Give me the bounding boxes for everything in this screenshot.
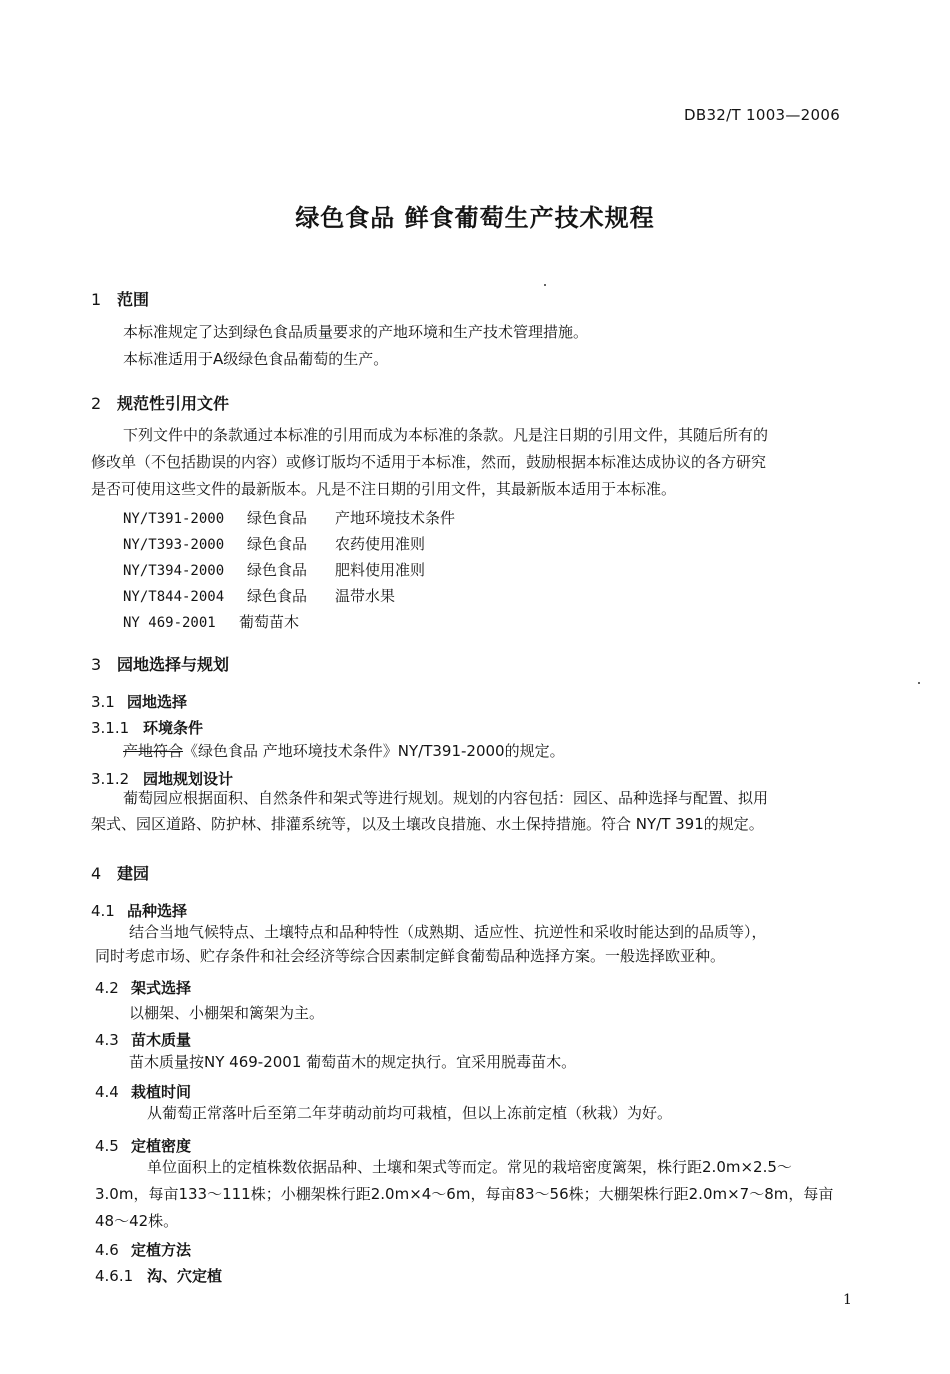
reference-title: 产地环境技术条件 bbox=[335, 509, 456, 527]
standard-code: DB32/T 1003—2006 bbox=[684, 106, 841, 124]
paragraph: 本标准规定了达到绿色食品质量要求的产地环境和生产技术管理措施。 bbox=[123, 323, 589, 341]
subsection-3-1-heading bbox=[91, 691, 187, 712]
reference-item bbox=[123, 507, 455, 528]
reference-item bbox=[123, 533, 425, 554]
subsection-4-3-heading bbox=[95, 1029, 191, 1050]
section-number: 4.2 bbox=[95, 979, 119, 997]
section-number: 1 bbox=[91, 290, 102, 309]
subsection-4-2-heading bbox=[95, 977, 191, 998]
paragraph-line: 下列文件中的条款通过本标准的引用而成为本标准的条款。凡是注日期的引用文件，其随后所有的 bbox=[123, 426, 769, 444]
reference-code: NY/T391-2000 bbox=[123, 511, 225, 527]
section-4-heading bbox=[91, 861, 149, 884]
section-title: 规范性引用文件 bbox=[117, 394, 230, 413]
section-3-heading bbox=[91, 652, 229, 675]
section-title: 苗木质量 bbox=[131, 1031, 192, 1049]
section-title: 园地选择 bbox=[127, 693, 188, 711]
paragraph-line: 结合当地气候特点、土壤特点和品种特性（成熟期、适应性、抗逆性和采收时能达到的品质等）， bbox=[129, 923, 767, 941]
section-title: 建园 bbox=[117, 864, 150, 883]
scan-speck bbox=[918, 682, 920, 684]
reference-code: NY 469-2001 bbox=[123, 615, 216, 631]
section-number: 3.1.1 bbox=[91, 719, 130, 737]
section-title: 园地规划设计 bbox=[143, 770, 234, 788]
section-number: 2 bbox=[91, 394, 102, 413]
paragraph-line: 单位面积上的定植株数依据品种、土壤和架式等而定。常见的栽培密度篱架，株行距2.0m×2.5～ bbox=[147, 1158, 792, 1176]
reference-title: 农药使用准则 bbox=[335, 535, 426, 553]
page-number: 1 bbox=[843, 1292, 852, 1308]
struck-text: 产地符合 bbox=[123, 742, 184, 760]
paragraph-line: 架式、园区道路、防护林、排灌系统等，以及土壤改良措施、水土保持措施。符合 NY/T 391的规定。 bbox=[91, 815, 764, 833]
section-title: 环境条件 bbox=[143, 719, 204, 737]
subsection-3-1-1-heading bbox=[91, 717, 203, 738]
paragraph-line: 修改单（不包括勘误的内容）或修订版均不适用于本标准，然而，鼓励根据本标准达成协议的各方研究 bbox=[91, 453, 767, 471]
section-number: 4.3 bbox=[95, 1031, 119, 1049]
paragraph bbox=[123, 740, 565, 761]
reference-category: 葡萄苗木 bbox=[239, 613, 300, 631]
section-title: 范围 bbox=[117, 290, 150, 309]
section-title: 品种选择 bbox=[127, 902, 188, 920]
subsection-4-4-heading bbox=[95, 1081, 191, 1102]
paragraph-line: 48～42株。 bbox=[95, 1212, 179, 1230]
section-number: 4.1 bbox=[91, 902, 115, 920]
subsection-4-1-heading bbox=[91, 900, 187, 921]
paragraph-line: 同时考虑市场、贮存条件和社会经济等综合因素制定鲜食葡萄品种选择方案。一般选择欧亚种。 bbox=[95, 947, 726, 965]
reference-item bbox=[123, 611, 327, 632]
section-number: 4.5 bbox=[95, 1137, 119, 1155]
reference-title: 温带水果 bbox=[335, 587, 396, 605]
document-title: 绿色食品 鲜食葡萄生产技术规程 bbox=[295, 204, 655, 232]
subsection-4-5-heading bbox=[95, 1135, 191, 1156]
reference-category: 绿色食品 bbox=[247, 587, 308, 605]
subsection-4-6-1-heading bbox=[95, 1265, 222, 1286]
paragraph-text: 《绿色食品 产地环境技术条件》NY/T391-2000的规定。 bbox=[183, 742, 565, 760]
paragraph: 苗木质量按NY 469-2001 葡萄苗木的规定执行。宜采用脱毒苗木。 bbox=[129, 1053, 577, 1071]
paragraph-line: 3.0m，每亩133～111株；小棚架株行距2.0m×4～6m，每亩83～56株；大棚架株行距2.0m×7～8m，每亩 bbox=[95, 1185, 834, 1203]
section-title: 沟、穴定植 bbox=[147, 1267, 223, 1285]
section-title: 园地选择与规划 bbox=[117, 655, 230, 674]
section-title: 定植密度 bbox=[131, 1137, 192, 1155]
reference-item bbox=[123, 585, 395, 606]
section-number: 3.1 bbox=[91, 693, 115, 711]
paragraph-line: 是否可使用这些文件的最新版本。凡是不注日期的引用文件，其最新版本适用于本标准。 bbox=[91, 480, 677, 498]
paragraph: 从葡萄正常落叶后至第二年芽萌动前均可栽植，但以上冻前定植（秋栽）为好。 bbox=[147, 1104, 673, 1122]
section-number: 4.6.1 bbox=[95, 1267, 134, 1285]
reference-category: 绿色食品 bbox=[247, 561, 308, 579]
subsection-4-6-heading bbox=[95, 1239, 191, 1260]
section-1-heading bbox=[91, 287, 149, 310]
reference-code: NY/T394-2000 bbox=[123, 563, 225, 579]
section-number: 3.1.2 bbox=[91, 770, 130, 788]
reference-item bbox=[123, 559, 425, 580]
subsection-3-1-2-heading bbox=[91, 768, 233, 789]
reference-code: NY/T844-2004 bbox=[123, 589, 225, 605]
reference-title: 肥料使用准则 bbox=[335, 561, 426, 579]
section-title: 定植方法 bbox=[131, 1241, 192, 1259]
reference-code: NY/T393-2000 bbox=[123, 537, 225, 553]
section-number: 3 bbox=[91, 655, 102, 674]
section-number: 4 bbox=[91, 864, 102, 883]
paragraph: 以棚架、小棚架和篱架为主。 bbox=[129, 1004, 325, 1022]
section-number: 4.4 bbox=[95, 1083, 119, 1101]
scan-speck bbox=[544, 284, 546, 286]
section-2-heading bbox=[91, 391, 229, 414]
section-title: 栽植时间 bbox=[131, 1083, 192, 1101]
reference-category: 绿色食品 bbox=[247, 509, 308, 527]
paragraph: 本标准适用于A级绿色食品葡萄的生产。 bbox=[123, 350, 389, 368]
section-number: 4.6 bbox=[95, 1241, 119, 1259]
reference-category: 绿色食品 bbox=[247, 535, 308, 553]
section-title: 架式选择 bbox=[131, 979, 192, 997]
paragraph-line: 葡萄园应根据面积、自然条件和架式等进行规划。规划的内容包括：园区、品种选择与配置、拟用 bbox=[123, 789, 769, 807]
